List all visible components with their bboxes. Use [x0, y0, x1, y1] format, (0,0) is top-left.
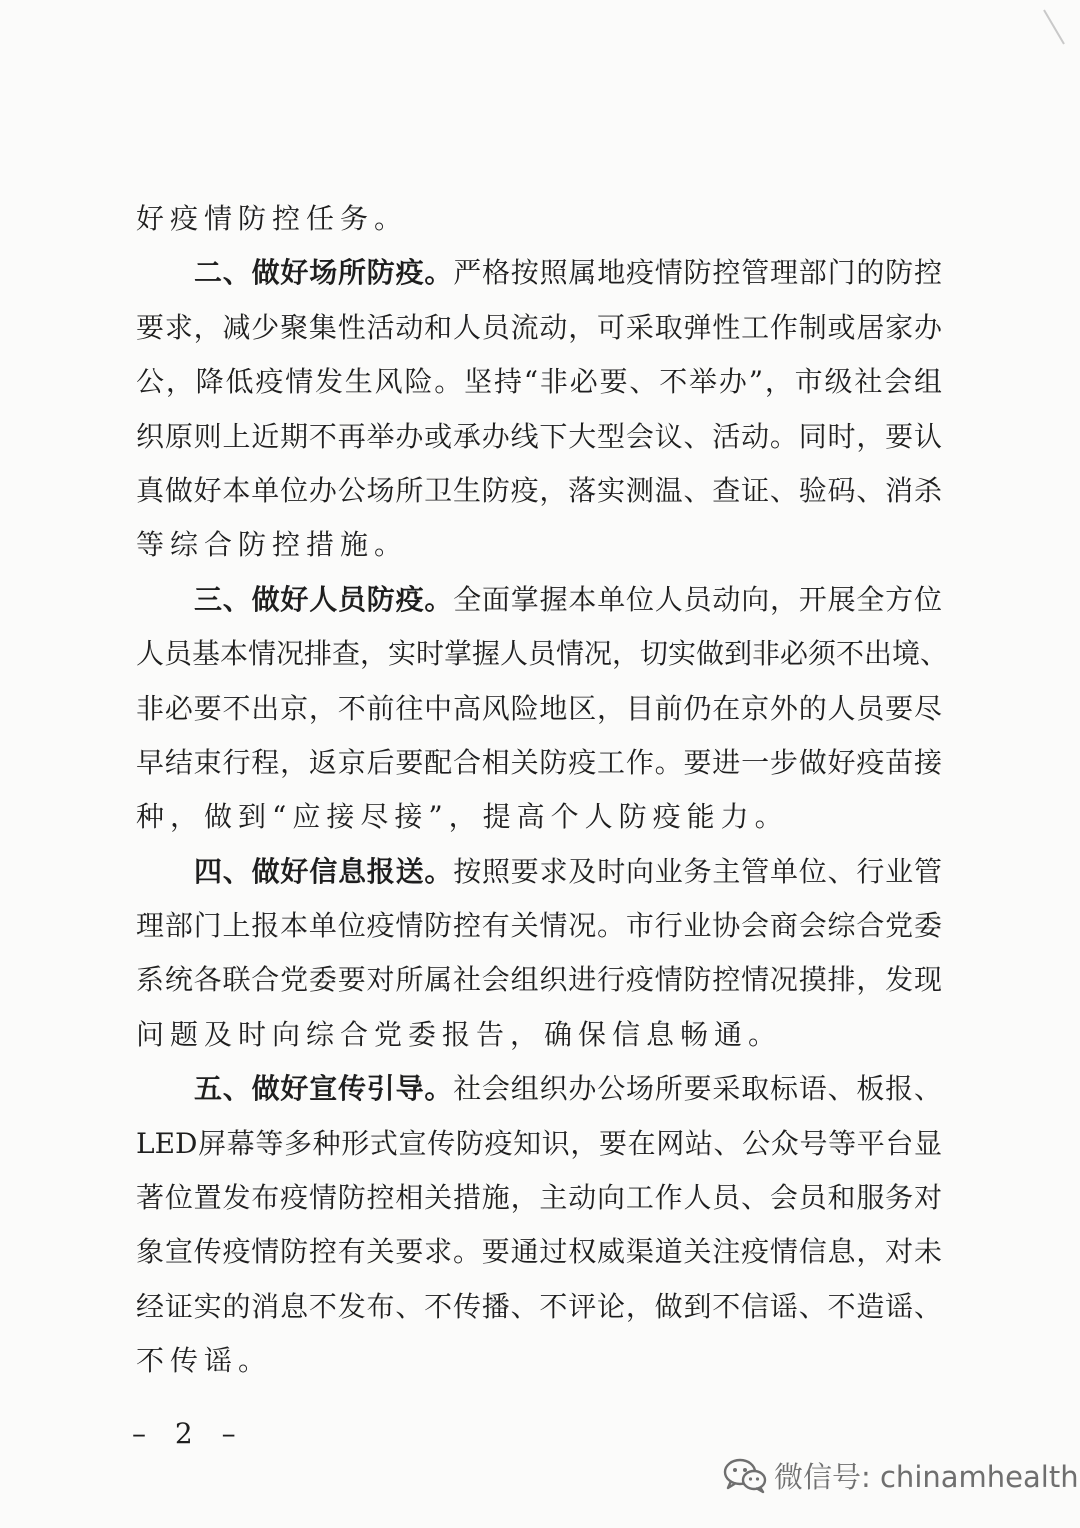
- text-line: [136, 736, 942, 790]
- text-line: [136, 573, 942, 627]
- line-text: 等综合防控措施。: [136, 528, 409, 562]
- text-line: [136, 192, 942, 246]
- line-text: 理部门上报本单位疫情防控有关情况。市行业协会商会综合党委: [136, 909, 942, 943]
- text-line: [136, 246, 942, 300]
- paragraph: [136, 246, 942, 572]
- line-text: LED屏幕等多种形式宣传防疫知识，要在网站、公众号等平台显: [136, 1126, 942, 1160]
- line-text: 非必要不出京，不前往中高风险地区，目前仍在京外的人员要尽: [136, 691, 942, 725]
- document-body: [136, 192, 949, 1389]
- text-line: [136, 845, 942, 899]
- text-line: [136, 301, 942, 355]
- section-heading: 二、做好场所防疫。: [194, 256, 454, 290]
- line-text: 严格按照属地疫情防控管理部门的防控: [453, 256, 942, 290]
- line-text: 全面掌握本单位人员动向，开展全方位: [453, 582, 942, 616]
- wechat-icon: [722, 1456, 768, 1494]
- text-line: [136, 682, 942, 736]
- text-line: [136, 899, 942, 953]
- line-text: 织原则上近期不再举办或承办线下大型会议、活动。同时，要认: [136, 419, 942, 453]
- paragraph: [136, 1062, 942, 1388]
- section-heading: 三、做好人员防疫。: [194, 582, 454, 616]
- line-text: 系统各联合党委要对所属社会组织进行疫情防控情况摸排，发现: [136, 963, 942, 997]
- text-line: [136, 518, 942, 572]
- paragraph: [136, 845, 942, 1063]
- text-line: [136, 1280, 942, 1334]
- text-line: [136, 1334, 942, 1388]
- line-text: 问题及时向综合党委报告，确保信息畅通。: [136, 1017, 783, 1051]
- line-text: 真做好本单位办公场所卫生防疫，落实测温、查证、验码、消杀: [136, 473, 942, 507]
- line-text: 著位置发布疫情防控相关措施，主动向工作人员、会员和服务对: [136, 1181, 942, 1215]
- text-line: [136, 1117, 942, 1171]
- line-text: 种，做到“应接尽接”，提高个人防疫能力。: [136, 800, 789, 834]
- watermark-text: 微信号: chinamhealth: [774, 1459, 1079, 1494]
- wechat-watermark: [722, 1452, 1079, 1498]
- line-text: 要求，减少聚集性活动和人员流动，可采取弹性工作制或居家办: [136, 310, 942, 344]
- line-text: 早结束行程，返京后要配合相关防疫工作。要进一步做好疫苗接: [136, 745, 942, 779]
- scan-corner-mark: [1040, 8, 1070, 48]
- text-line: [136, 1008, 942, 1062]
- text-line: [136, 464, 942, 518]
- line-text: 人员基本情况排查，实时掌握人员情况，切实做到非必须不出境、: [136, 637, 949, 671]
- line-text: 象宣传疫情防控有关要求。要通过权威渠道关注疫情信息，对未: [136, 1235, 942, 1269]
- section-heading: 五、做好宣传引导。: [194, 1072, 454, 1106]
- paragraph: [136, 573, 949, 845]
- line-text: 公，降低疫情发生风险。坚持“非必要、不举办”，市级社会组: [136, 365, 942, 399]
- text-line: [136, 1062, 942, 1116]
- line-text: 好疫情防控任务。: [136, 202, 409, 235]
- text-line: [136, 355, 942, 409]
- line-text: 经证实的消息不发布、不传播、不评论，做到不信谣、不造谣、: [136, 1289, 942, 1323]
- text-line: [136, 627, 949, 681]
- text-line: [136, 1225, 942, 1279]
- text-line: [136, 410, 942, 464]
- text-line: [136, 953, 942, 1007]
- text-line: [136, 790, 942, 844]
- line-text: 社会组织办公场所要采取标语、板报、: [453, 1072, 942, 1106]
- section-heading: 四、做好信息报送。: [194, 854, 454, 888]
- line-text: 不传谣。: [136, 1344, 273, 1378]
- text-line: [136, 1171, 942, 1225]
- line-text: 按照要求及时向业务主管单位、行业管: [453, 854, 942, 888]
- paragraph: [136, 192, 942, 246]
- page-number: – 2 –: [132, 1417, 246, 1450]
